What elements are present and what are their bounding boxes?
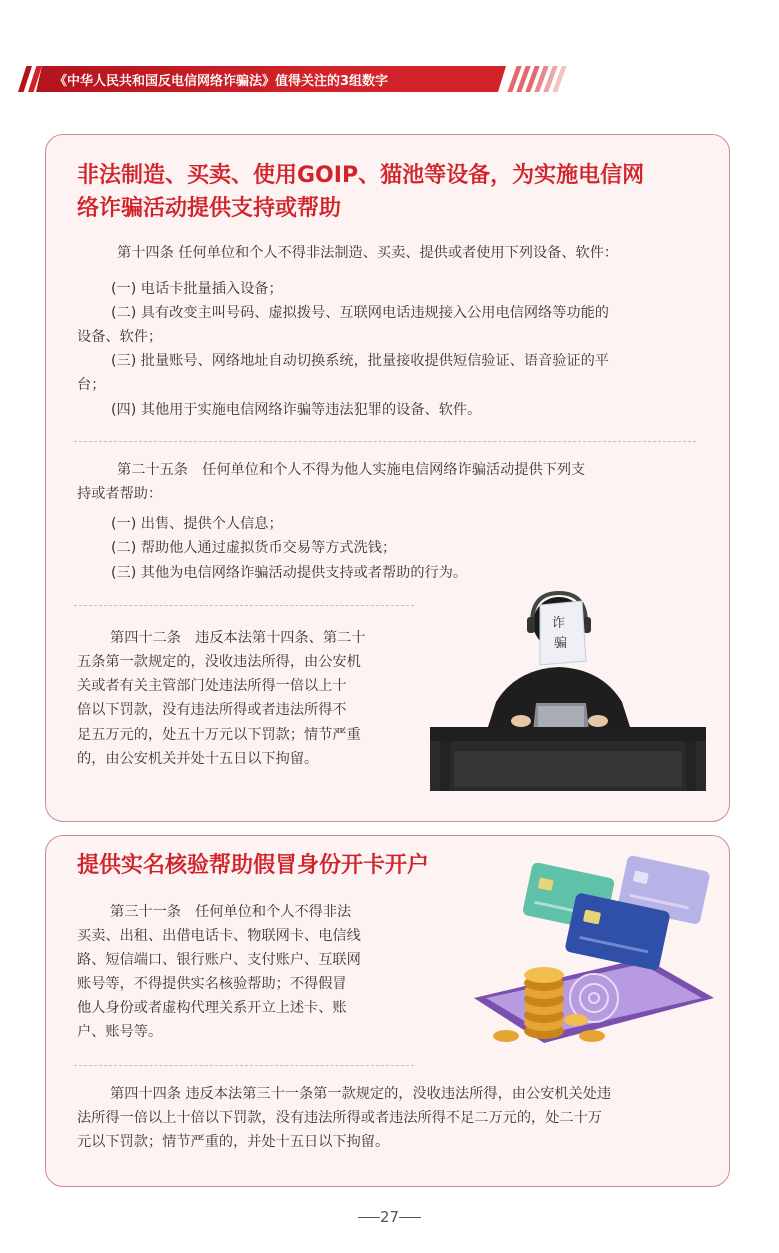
article-25-item-1: (一) 出售、提供个人信息；	[111, 516, 283, 532]
section-title: 提供实名核验帮助假冒身份开卡开户	[77, 853, 430, 878]
article-14-item-4: (四) 其他用于实施电信网络诈骗等违法犯罪的设备、软件。	[111, 402, 482, 418]
divider	[74, 441, 696, 442]
article-14-item-3-cont: 台；	[77, 377, 106, 393]
article-14-item-3: (三) 批量账号、网络地址自动切换系统，批量接收提供短信验证、语音验证的平	[111, 353, 609, 369]
article-42-line-4: 倍以下罚款，没有违法所得或者违法所得不	[77, 702, 347, 718]
article-31-line-5: 他人身份或者虚构代理关系开立上述卡、账	[77, 1000, 347, 1016]
article-42-line-3: 关或者有关主管部门处违法所得一倍以上十	[77, 678, 347, 694]
article-42-line-1: 第四十二条 违反本法第十四条、第二十	[110, 630, 366, 646]
article-25-item-2: (二) 帮助他人通过虚拟货币交易等方式洗钱；	[111, 540, 397, 556]
banner-title: 《中华人民共和国反电信网络诈骗法》值得关注的3组数字	[54, 74, 389, 89]
divider	[74, 605, 414, 606]
page-number	[0, 1208, 779, 1226]
article-14-item-1: (一) 电话卡批量插入设备；	[111, 281, 283, 297]
article-44-line-2: 法所得一倍以上十倍以下罚款，没有违法所得或者违法所得不足二万元的，处二十万	[77, 1110, 602, 1126]
article-25-item-3: (三) 其他为电信网络诈骗活动提供支持或者帮助的行为。	[111, 565, 468, 581]
article-44-line-3: 元以下罚款；情节严重的，并处十五日以下拘留。	[77, 1134, 390, 1150]
article-31-line-2: 买卖、出租、出借电话卡、物联网卡、电信线	[77, 928, 361, 944]
mask-text-2: 骗	[554, 635, 568, 650]
section-card-real-name	[45, 835, 730, 1187]
header-banner	[18, 66, 558, 92]
section-card-devices	[45, 134, 730, 822]
article-31-line-6: 户、账号等。	[77, 1024, 163, 1040]
scammer-illustration	[426, 587, 711, 792]
article-14-item-2-cont: 设备、软件；	[77, 329, 163, 345]
article-14-intro: 第十四条 任何单位和个人不得非法制造、买卖、提供或者使用下列设备、软件：	[117, 245, 619, 261]
article-14-item-2: (二) 具有改变主叫号码、虚拟拨号、互联网电话违规接入公用电信网络等功能的	[111, 305, 609, 321]
banner-stripes	[508, 66, 568, 92]
section-title-line2: 络诈骗活动提供支持或帮助	[77, 196, 342, 221]
article-31-line-3: 路、短信端口、银行账户、支付账户、互联网	[77, 952, 361, 968]
phone-cards-illustration	[464, 848, 722, 1063]
article-42-line-6: 的，由公安机关并处十五日以下拘留。	[77, 751, 319, 767]
page-number-text: 27	[379, 1208, 400, 1226]
section-title-line1: 非法制造、买卖、使用GOIP、猫池等设备，为实施电信网	[77, 163, 645, 188]
article-42-line-2: 五条第一款规定的，没收违法所得，由公安机	[77, 654, 361, 670]
article-25-text: 第二十五条 任何单位和个人不得为他人实施电信网络诈骗活动提供下列支	[117, 462, 586, 478]
article-25-text-cont: 持或者帮助：	[77, 486, 163, 502]
article-31-line-1: 第三十一条 任何单位和个人不得非法	[110, 904, 352, 920]
article-31-line-4: 账号等，不得提供实名核验帮助；不得假冒	[77, 976, 347, 992]
divider	[74, 1065, 414, 1066]
article-44-line-1: 第四十四条 违反本法第三十一条第一款规定的，没收违法所得，由公安机关处违	[110, 1086, 612, 1102]
article-42-line-5: 足五万元的，处五十万元以下罚款；情节严重	[77, 727, 361, 743]
mask-text-1: 诈	[552, 615, 566, 630]
